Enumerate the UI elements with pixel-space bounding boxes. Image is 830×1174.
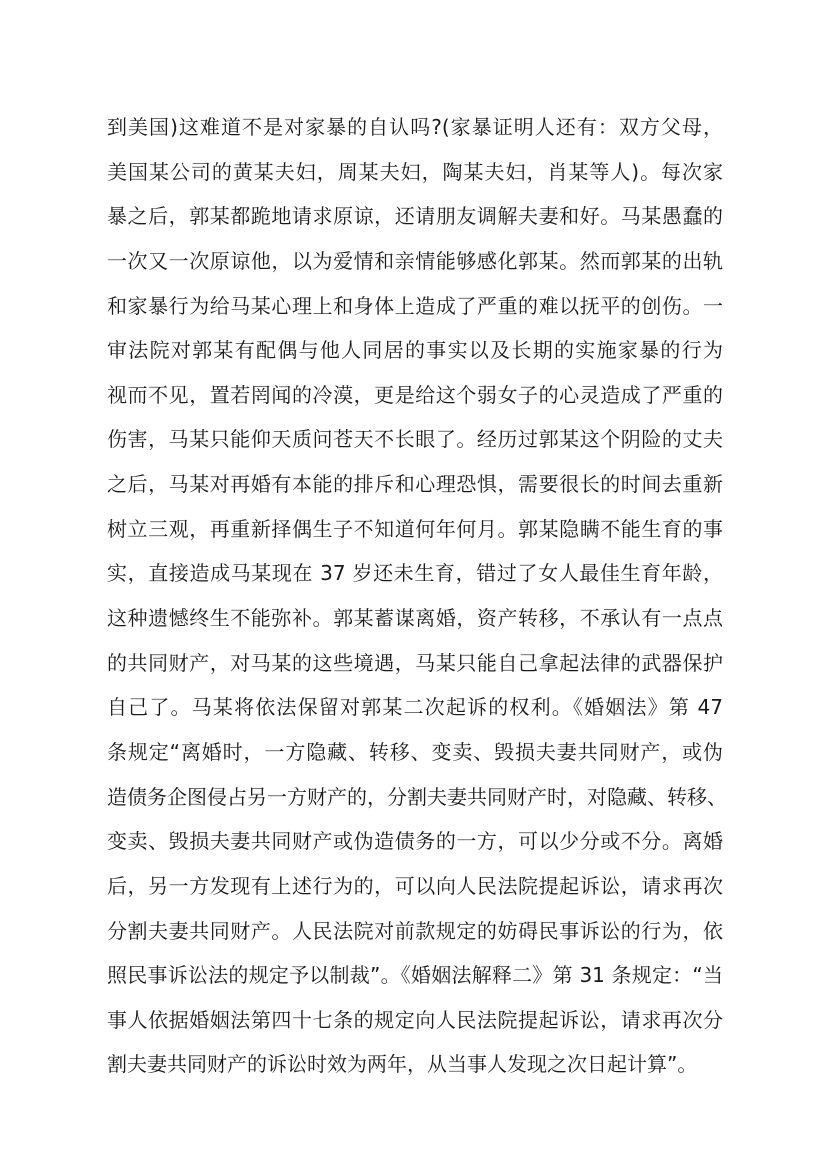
text-line: 割夫妻共同财产的诉讼时效为两年，从当事人发现之次日起计算”。 xyxy=(107,1052,698,1077)
text-line: 造债务企图侵占另一方财产的，分割夫妻共同财产时，对隐藏、转移、 xyxy=(107,784,727,809)
text-line: 变卖、毁损夫妻共同财产或伪造债务的一方，可以少分或不分。离婚 xyxy=(107,829,723,854)
text-line: 暴之后，郭某都跪地请求原谅，还请朋友调解夫妻和好。马某愚蠢的 xyxy=(107,204,723,229)
text-line: 的共同财产，对马某的这些境遇，马某只能自己拿起法律的武器保护 xyxy=(107,650,723,675)
text-line: 事人依据婚姻法第四十七条的规定向人民法院提起诉讼，请求再次分 xyxy=(107,1007,723,1032)
text-line: 视而不见，置若罔闻的冷漠，更是给这个弱女子的心灵造成了严重的 xyxy=(107,382,723,407)
text-line: 和家暴行为给马某心理上和身体上造成了严重的难以抚平的创伤。一 xyxy=(107,293,723,318)
text-line: 树立三观，再重新择偶生子不知道何年何月。郭某隐瞒不能生育的事 xyxy=(107,516,723,541)
document-body xyxy=(107,105,727,1087)
text-line: 照民事诉讼法的规定予以制裁”。《婚姻法解释二》第 31 条规定：“当 xyxy=(107,963,723,988)
text-line: 美国某公司的黄某夫妇，周某夫妇，陶某夫妇，肖某等人)。每次家 xyxy=(107,159,723,184)
text-line: 这种遗憾终生不能弥补。郭某蓄谋离婚，资产转移，不承认有一点点 xyxy=(107,606,723,631)
text-line: 实，直接造成马某现在 37 岁还未生育，错过了女人最佳生育年龄， xyxy=(107,561,723,586)
text-line: 分割夫妻共同财产。人民法院对前款规定的妨碍民事诉讼的行为，依 xyxy=(107,918,723,943)
text-line: 之后，马某对再婚有本能的排斥和心理恐惧，需要很长的时间去重新 xyxy=(107,472,723,497)
text-line: 后，另一方发现有上述行为的，可以向人民法院提起诉讼，请求再次 xyxy=(107,873,723,898)
text-line: 到美国)这难道不是对家暴的自认吗?(家暴证明人还有：双方父母， xyxy=(107,115,723,139)
text-line: 一次又一次原谅他，以为爱情和亲情能够感化郭某。然而郭某的出轨 xyxy=(107,248,723,273)
text-line: 自己了。马某将依法保留对郭某二次起诉的权利。《婚姻法》第 47 xyxy=(107,695,723,720)
text-line: 审法院对郭某有配偶与他人同居的事实以及长期的实施家暴的行为 xyxy=(107,338,723,363)
text-line: 伤害，马某只能仰天质问苍天不长眼了。经历过郭某这个阴险的丈夫 xyxy=(107,427,723,452)
text-line: 条规定“离婚时，一方隐藏、转移、变卖、毁损夫妻共同财产，或伪 xyxy=(107,739,723,764)
